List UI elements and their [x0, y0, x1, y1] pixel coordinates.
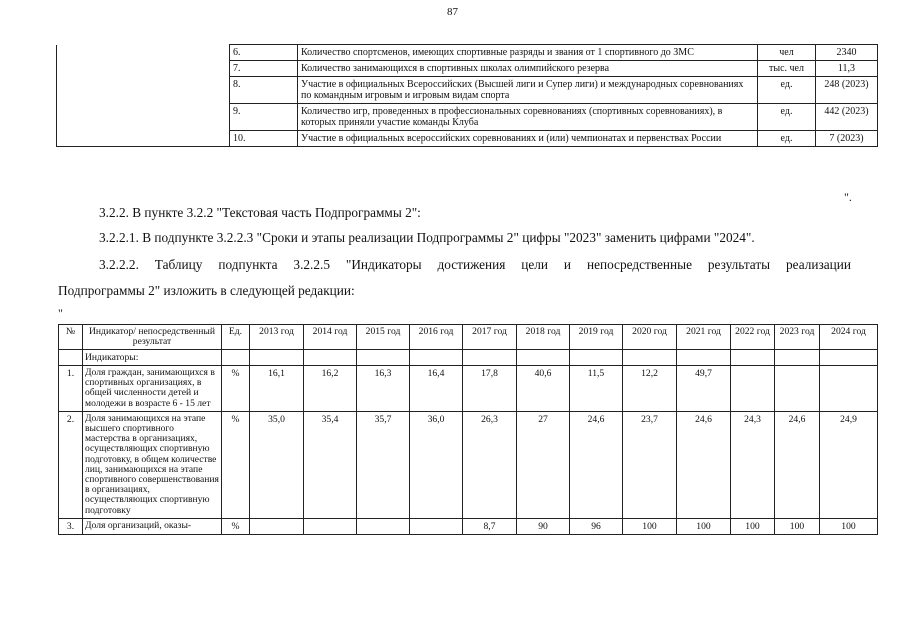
header-year: 2019 год [570, 325, 623, 350]
empty-cell [250, 350, 304, 366]
indicator-name: Доля организаций, оказы- [83, 518, 222, 534]
year-value [731, 366, 775, 412]
row-number: 1. [59, 366, 83, 412]
row-number: 3. [59, 518, 83, 534]
row-unit: ед. [758, 131, 816, 147]
paragraph-3-2-2-1: 3.2.2.1. В подпункте 3.2.2.3 "Сроки и этапы реализации Подпрограммы 2" цифры "2023" заменить цифрами "2024". [99, 230, 755, 245]
table-section-row [59, 350, 878, 366]
row-value: 442 (2023) [816, 104, 878, 131]
year-value: 35,7 [357, 411, 410, 518]
table-row [59, 366, 878, 412]
row-value: 248 (2023) [816, 77, 878, 104]
header-year: 2017 год [463, 325, 517, 350]
year-value: 17,8 [463, 366, 517, 412]
row-value: 7 (2023) [816, 131, 878, 147]
row-number: 6. [230, 45, 298, 61]
empty-cell [304, 350, 357, 366]
empty-cell [357, 350, 410, 366]
section-label: Индикаторы: [83, 350, 222, 366]
year-value: 23,7 [623, 411, 677, 518]
header-year: 2023 год [775, 325, 820, 350]
year-value: 24,6 [570, 411, 623, 518]
indicator-unit: % [222, 411, 250, 518]
year-value [410, 518, 463, 534]
year-value: 11,5 [570, 366, 623, 412]
year-value: 24,3 [731, 411, 775, 518]
table-header-row [59, 325, 878, 350]
header-year: 2021 год [677, 325, 731, 350]
empty-cell [820, 350, 878, 366]
row-value: 11,3 [816, 61, 878, 77]
header-year: 2022 год [731, 325, 775, 350]
table-row [57, 45, 878, 61]
indicator-name: Доля занимающихся на этапе высшего спортивного мастерства в организациях, осуществляющих спортивную подготовку, в общем количестве лиц, занимающихся на этапе спортивного совершенствования в организациях, осуществляющих спортивную подготовку [83, 411, 222, 518]
year-value: 35,0 [250, 411, 304, 518]
row-unit: ед. [758, 104, 816, 131]
year-value: 100 [731, 518, 775, 534]
row-unit: ед. [758, 77, 816, 104]
row-text: Количество спортсменов, имеющих спортивные разряды и звания от 1 спортивного до ЗМС [298, 45, 758, 61]
closing-quote: ". [844, 190, 852, 204]
header-year: 2024 год [820, 325, 878, 350]
empty-cell [59, 350, 83, 366]
year-value: 36,0 [410, 411, 463, 518]
year-value: 16,4 [410, 366, 463, 412]
row-text: Количество игр, проведенных в профессиональных соревнованиях (спортивных соревнованиях), в которых приняли участие команды Клуба [298, 104, 758, 131]
year-value [775, 366, 820, 412]
empty-cell [731, 350, 775, 366]
year-value [357, 518, 410, 534]
row-value: 2340 [816, 45, 878, 61]
year-value: 26,3 [463, 411, 517, 518]
year-value: 100 [623, 518, 677, 534]
year-value: 35,4 [304, 411, 357, 518]
empty-cell [623, 350, 677, 366]
empty-cell [463, 350, 517, 366]
paragraph-3-2-2: 3.2.2. В пункте 3.2.2 "Текстовая часть Подпрограммы 2": [99, 205, 421, 220]
row-unit: тыс. чел [758, 61, 816, 77]
table-row [59, 411, 878, 518]
row-text: Участие в официальных Всероссийских (Высшей лиги и Супер лиги) и международных соревнованиях по командным игровым и игровым видам спорта [298, 77, 758, 104]
empty-cell [410, 350, 463, 366]
empty-cell [775, 350, 820, 366]
merged-empty-cell [57, 45, 230, 147]
empty-cell [570, 350, 623, 366]
year-value: 100 [677, 518, 731, 534]
header-unit: Ед. [222, 325, 250, 350]
empty-cell [677, 350, 731, 366]
year-value: 16,3 [357, 366, 410, 412]
row-text: Количество занимающихся в спортивных школах олимпийского резерва [298, 61, 758, 77]
empty-cell [222, 350, 250, 366]
year-value: 90 [517, 518, 570, 534]
indicator-name: Доля граждан, занимающихся в спортивных организациях, в общей численности детей и молодежи в возрасте 6 - 15 лет [83, 366, 222, 412]
opening-quote: " [58, 306, 63, 320]
row-text: Участие в официальных всероссийских соревнованиях и (или) чемпионатах и первенствах России [298, 131, 758, 147]
row-number: 8. [230, 77, 298, 104]
row-number: 2. [59, 411, 83, 518]
year-value: 49,7 [677, 366, 731, 412]
year-value [304, 518, 357, 534]
year-value [250, 518, 304, 534]
year-value: 24,6 [677, 411, 731, 518]
header-year: 2013 год [250, 325, 304, 350]
year-value: 16,2 [304, 366, 357, 412]
year-value: 24,9 [820, 411, 878, 518]
row-number: 7. [230, 61, 298, 77]
header-year: 2015 год [357, 325, 410, 350]
indicators-table [58, 324, 878, 535]
year-value: 27 [517, 411, 570, 518]
subprogram-results-table [56, 44, 878, 147]
header-year: 2020 год [623, 325, 677, 350]
header-number: № [59, 325, 83, 350]
year-value: 40,6 [517, 366, 570, 412]
year-value: 12,2 [623, 366, 677, 412]
indicator-unit: % [222, 518, 250, 534]
row-unit: чел [758, 45, 816, 61]
empty-cell [517, 350, 570, 366]
paragraph-3-2-2-2: 3.2.2.2. Таблицу подпункта 3.2.2.5 "Индикаторы достижения цели и непосредственные результаты реализации [99, 257, 851, 272]
year-value: 96 [570, 518, 623, 534]
header-year: 2016 год [410, 325, 463, 350]
year-value: 16,1 [250, 366, 304, 412]
year-value [820, 366, 878, 412]
paragraph-3-2-2-2-continuation: Подпрограммы 2" изложить в следующей редакции: [58, 283, 355, 298]
page-number: 87 [447, 6, 458, 18]
header-year: 2018 год [517, 325, 570, 350]
header-indicator: Индикатор/ непосредственный результат [83, 325, 222, 350]
indicator-unit: % [222, 366, 250, 412]
row-number: 10. [230, 131, 298, 147]
year-value: 100 [775, 518, 820, 534]
header-year: 2014 год [304, 325, 357, 350]
table-row [59, 518, 878, 534]
row-number: 9. [230, 104, 298, 131]
year-value: 8,7 [463, 518, 517, 534]
year-value: 24,6 [775, 411, 820, 518]
year-value: 100 [820, 518, 878, 534]
